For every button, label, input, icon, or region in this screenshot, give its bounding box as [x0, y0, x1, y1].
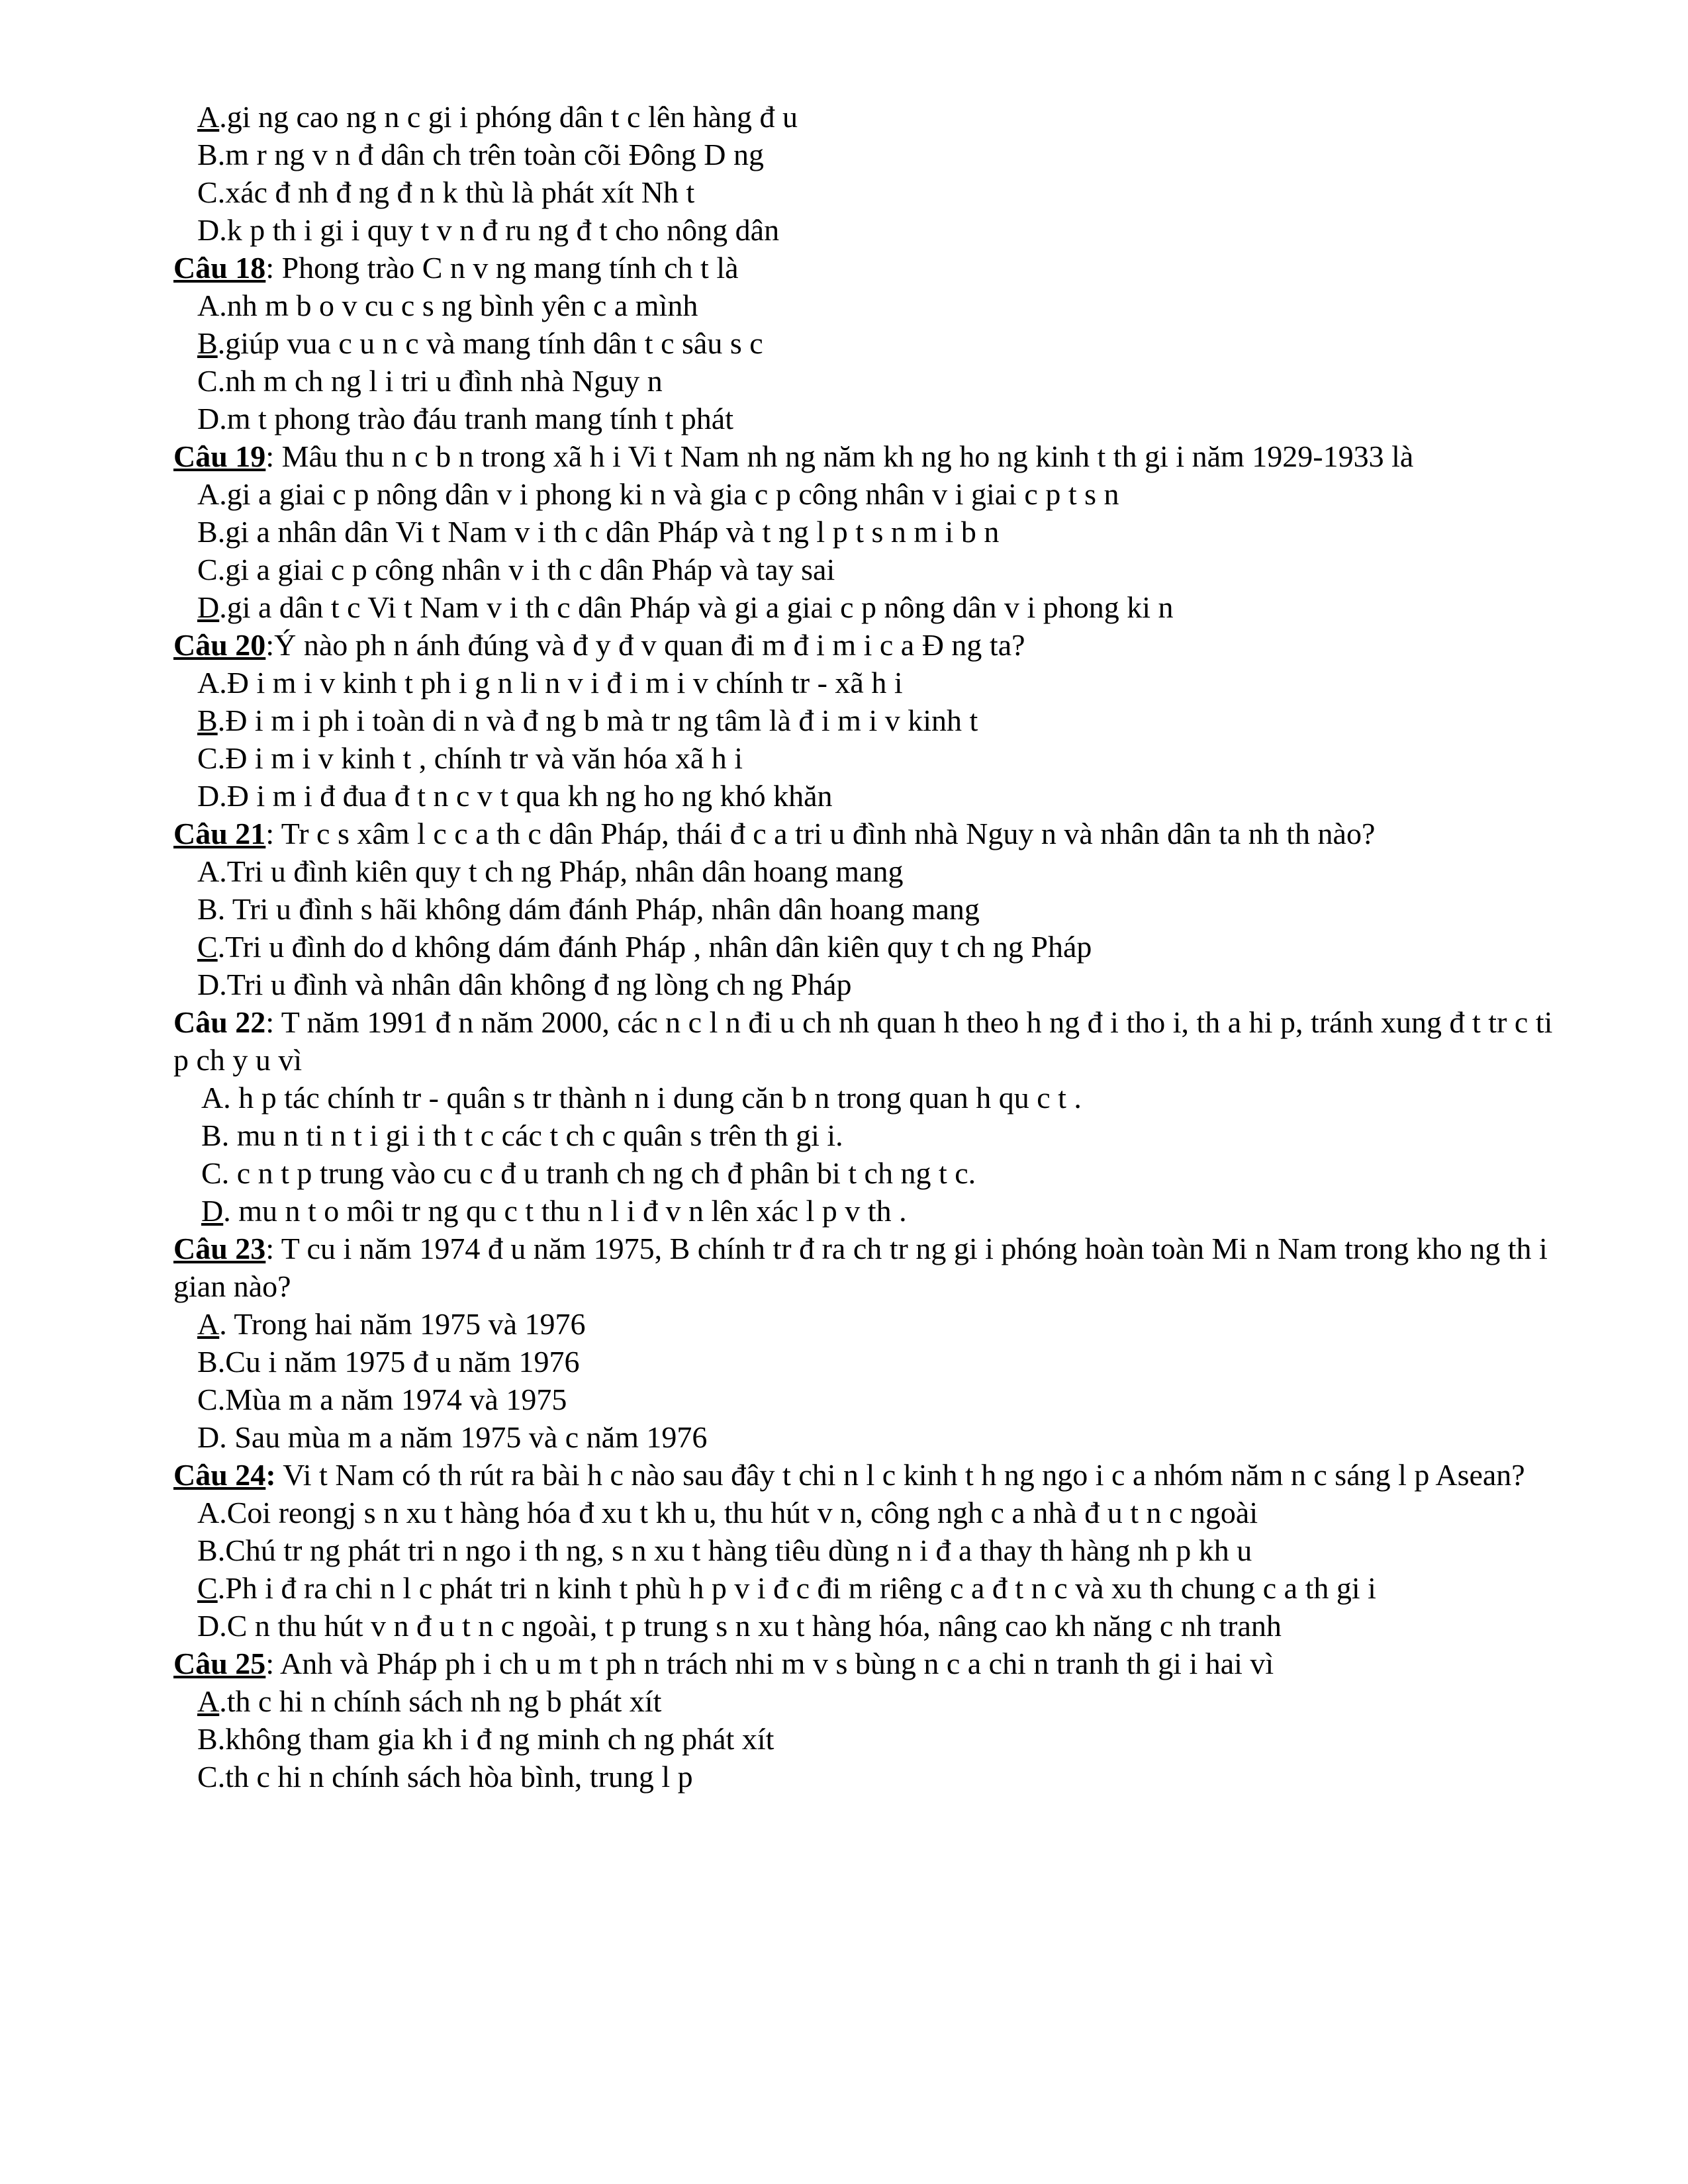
question-18-option-d — [173, 400, 1564, 437]
option-text: .Coi reongj s n xu t hàng hóa đ xu t kh u, thu hút v n, công ngh c a nhà đ u t n c ngoài — [219, 1496, 1258, 1529]
option-letter: D — [197, 590, 220, 624]
option-letter: A — [197, 100, 220, 134]
option-text: . mu n t o môi tr ng qu c t thu n l i đ v n lên xác l p v th . — [223, 1194, 907, 1228]
option-letter: B — [197, 704, 218, 737]
question-label: Câu 24 — [173, 1458, 266, 1492]
option-letter: B — [197, 1722, 218, 1756]
option-text: .C n thu hút v n đ u t n c ngoài, t p trung s n xu t hàng hóa, nâng cao kh năng c nh tranh — [219, 1609, 1282, 1643]
option-letter: B — [197, 892, 218, 926]
option-text: .Cu i năm 1975 đ u năm 1976 — [217, 1345, 580, 1379]
question-20 — [173, 626, 1564, 815]
question-20-option-d — [173, 777, 1564, 815]
option-letter: B — [197, 326, 218, 360]
option-text: . c n t p trung vào cu c đ u tranh ch ng ch đ phân bi t ch ng t c. — [221, 1156, 976, 1190]
option-text: . h p tác chính tr - quân s tr thành n i dung căn b n trong quan h qu c t . — [223, 1081, 1082, 1115]
option-letter: D — [197, 1420, 220, 1454]
option-text: .m t phong trào đáu tranh mang tính t phát — [219, 402, 733, 435]
option-text: .Chú tr ng phát tri n ngo i th ng, s n xu t hàng tiêu dùng n i đ a thay th hàng nh p kh u — [217, 1533, 1252, 1567]
option-letter: A — [197, 1684, 220, 1718]
option-letter: C — [197, 364, 218, 398]
option-text: .Tri u đình kiên quy t ch ng Pháp, nhân dân hoang mang — [219, 854, 904, 888]
question-19-option-a — [173, 475, 1564, 513]
question-23-option-d — [173, 1418, 1564, 1456]
option-letter: C — [197, 741, 218, 775]
question-stem-text: : T năm 1991 đ n năm 2000, các n c l n đi u ch nh quan h theo h ng đ i tho i, th a hi p, tránh xung đ t tr c ti p ch y u vì — [173, 1005, 1553, 1077]
option-text: .giúp vua c u n c và mang tính dân t c sâu s c — [217, 326, 763, 360]
question-24-option-d — [173, 1607, 1564, 1645]
option-letter: B — [197, 1345, 218, 1379]
question-24-option-a — [173, 1494, 1564, 1531]
question-25 — [173, 1645, 1564, 1796]
option-text: .gi ng cao ng n c gi i phóng dân t c lên hàng đ u — [219, 100, 798, 134]
option-text: .Đ i m i đ đua đ t n c v t qua kh ng ho ng khó khăn — [219, 779, 833, 813]
question-17-option-c — [173, 173, 1564, 211]
question-17-option-b — [173, 136, 1564, 173]
option-text: .th c hi n chính sách nh ng b phát xít — [219, 1684, 662, 1718]
question-stem — [173, 815, 1564, 852]
question-21-option-a — [173, 852, 1564, 890]
question-18 — [173, 249, 1564, 437]
question-stem-colon: : — [265, 1458, 276, 1492]
option-text: . Sau mùa m a năm 1975 và c năm 1976 — [219, 1420, 708, 1454]
question-stem-text: : T cu i năm 1974 đ u năm 1975, B chính tr đ ra ch tr ng gi i phóng hoàn toàn Mi n Nam trong kho ng th i gian nào? — [173, 1232, 1548, 1303]
option-letter: A — [197, 1307, 220, 1341]
question-19-option-b — [173, 513, 1564, 551]
option-text: .gi a dân t c Vi t Nam v i th c dân Pháp và gi a giai c p nông dân v i phong ki n — [219, 590, 1174, 624]
question-18-option-b — [173, 324, 1564, 362]
question-stem — [173, 1645, 1564, 1682]
question-17-option-d — [173, 211, 1564, 249]
question-22-option-d — [173, 1192, 1564, 1230]
question-25-option-c — [173, 1758, 1564, 1796]
question-label: Câu 18 — [173, 251, 266, 285]
question-stem-text: :Ý nào ph n ánh đúng và đ y đ v quan đi m đ i m i c a Đ ng ta? — [265, 628, 1025, 662]
option-text: . mu n ti n t i gi i th t c các t ch c quân s trên th gi i. — [221, 1118, 843, 1152]
option-letter: B — [197, 1533, 218, 1567]
question-stem-text: : Anh và Pháp ph i ch u m t ph n trách nhi m v s bùng n c a chi n tranh th gi i hai vì — [265, 1647, 1274, 1680]
option-text: .Tri u đình và nhân dân không đ ng lòng ch ng Pháp — [219, 968, 852, 1001]
option-text: .m r ng v n đ dân ch trên toàn cõi Đông D ng — [217, 138, 764, 171]
question-23-option-b — [173, 1343, 1564, 1381]
option-text: . Trong hai năm 1975 và 1976 — [219, 1307, 586, 1341]
option-text: .xác đ nh đ ng đ n k thù là phát xít Nh t — [217, 175, 695, 209]
option-letter: D — [197, 779, 220, 813]
option-text: .Mùa m a năm 1974 và 1975 — [217, 1383, 567, 1416]
option-text: .Đ i m i v kinh t , chính tr và văn hóa xã h i — [217, 741, 743, 775]
question-label: Câu 23 — [173, 1232, 266, 1265]
question-22 — [173, 1003, 1564, 1230]
option-text: .gi a giai c p nông dân v i phong ki n và gia c p công nhân v i giai c p t s n — [219, 477, 1119, 511]
option-text: .Đ i m i ph i toàn di n và đ ng b mà tr ng tâm là đ i m i v kinh t — [217, 704, 978, 737]
question-label: Câu 19 — [173, 439, 266, 473]
option-letter: D — [197, 213, 220, 247]
option-text: .Đ i m i v kinh t ph i g n li n v i đ i m i v chính tr - xã h i — [219, 666, 903, 700]
question-stem-text: : Tr c s xâm l c c a th c dân Pháp, thái đ c a tri u đình nhà Nguy n và nhân dân ta nh th nào? — [265, 817, 1376, 850]
question-24 — [173, 1456, 1564, 1645]
question-19-option-c — [173, 551, 1564, 588]
option-letter: C — [197, 930, 218, 964]
question-17-option-a — [173, 98, 1564, 136]
question-label: Câu 21 — [173, 817, 266, 850]
question-stem — [173, 626, 1564, 664]
option-letter: C — [197, 175, 218, 209]
question-stem — [173, 437, 1564, 475]
question-23-option-c — [173, 1381, 1564, 1418]
option-letter: C — [197, 553, 218, 586]
question-24-option-c — [173, 1569, 1564, 1607]
question-25-option-a — [173, 1682, 1564, 1720]
option-text: .gi a nhân dân Vi t Nam v i th c dân Pháp và t ng l p t s n m i b n — [217, 515, 1000, 549]
question-stem — [173, 1456, 1564, 1494]
question-19-option-d — [173, 588, 1564, 626]
question-23-option-a — [173, 1305, 1564, 1343]
option-letter: C — [197, 1760, 218, 1794]
option-letter: A — [197, 289, 220, 322]
question-22-option-a — [173, 1079, 1564, 1116]
option-letter: B — [201, 1118, 222, 1152]
question-label: Câu 25 — [173, 1647, 266, 1680]
option-letter: A — [197, 477, 220, 511]
question-21 — [173, 815, 1564, 1003]
option-letter: D — [197, 1609, 220, 1643]
option-text: .không tham gia kh i đ ng minh ch ng phát xít — [217, 1722, 774, 1756]
question-stem — [173, 249, 1564, 287]
option-text: . Tri u đình s hãi không dám đánh Pháp, nhân dân hoang mang — [217, 892, 980, 926]
question-label: Câu 20 — [173, 628, 266, 662]
question-stem-text: : Phong trào C n v ng mang tính ch t là — [265, 251, 739, 285]
option-letter: D — [201, 1194, 224, 1228]
question-stem-text: Vi t Nam có th rút ra bài h c nào sau đây t chi n l c kinh t h ng ngo i c a nhóm năm n c sáng l p Asean? — [275, 1458, 1525, 1492]
option-letter: A — [197, 666, 220, 700]
question-stem — [173, 1003, 1564, 1079]
question-18-option-c — [173, 362, 1564, 400]
option-text: .nh m b o v cu c s ng bình yên c a mình — [219, 289, 698, 322]
question-21-option-b — [173, 890, 1564, 928]
question-19 — [173, 437, 1564, 626]
question-25-option-b — [173, 1720, 1564, 1758]
option-letter: C — [197, 1383, 218, 1416]
question-17-options — [173, 98, 1564, 249]
option-letter: D — [197, 402, 220, 435]
question-list — [173, 249, 1564, 1796]
question-20-option-c — [173, 739, 1564, 777]
option-text: .th c hi n chính sách hòa bình, trung l p — [217, 1760, 693, 1794]
question-18-option-a — [173, 287, 1564, 324]
option-letter: A — [197, 854, 220, 888]
question-23 — [173, 1230, 1564, 1456]
option-letter: B — [197, 138, 218, 171]
option-letter: C — [201, 1156, 222, 1190]
option-letter: C — [197, 1571, 218, 1605]
question-stem — [173, 1230, 1564, 1305]
option-letter: B — [197, 515, 218, 549]
option-text: .Ph i đ ra chi n l c phát tri n kinh t phù h p v i đ c đi m riêng c a đ t n c và xu th chung c a th gi i — [217, 1571, 1376, 1605]
question-24-option-b — [173, 1531, 1564, 1569]
question-label: Câu 22 — [173, 1005, 266, 1039]
option-letter: A — [197, 1496, 220, 1529]
question-21-option-d — [173, 966, 1564, 1003]
document-page — [173, 98, 1564, 1796]
question-20-option-b — [173, 702, 1564, 739]
option-letter: A — [201, 1081, 224, 1115]
option-text: .gi a giai c p công nhân v i th c dân Pháp và tay sai — [217, 553, 835, 586]
option-letter: D — [197, 968, 220, 1001]
option-text: .nh m ch ng l i tri u đình nhà Nguy n — [217, 364, 663, 398]
question-21-option-c — [173, 928, 1564, 966]
question-22-option-b — [173, 1116, 1564, 1154]
question-stem-text: : Mâu thu n c b n trong xã h i Vi t Nam nh ng năm kh ng ho ng kinh t th gi i năm 1929-1933 là — [265, 439, 1414, 473]
option-text: .Tri u đình do d không dám đánh Pháp , nhân dân kiên quy t ch ng Pháp — [217, 930, 1092, 964]
question-22-option-c — [173, 1154, 1564, 1192]
question-20-option-a — [173, 664, 1564, 702]
option-text: .k p th i gi i quy t v n đ ru ng đ t cho nông dân — [219, 213, 780, 247]
